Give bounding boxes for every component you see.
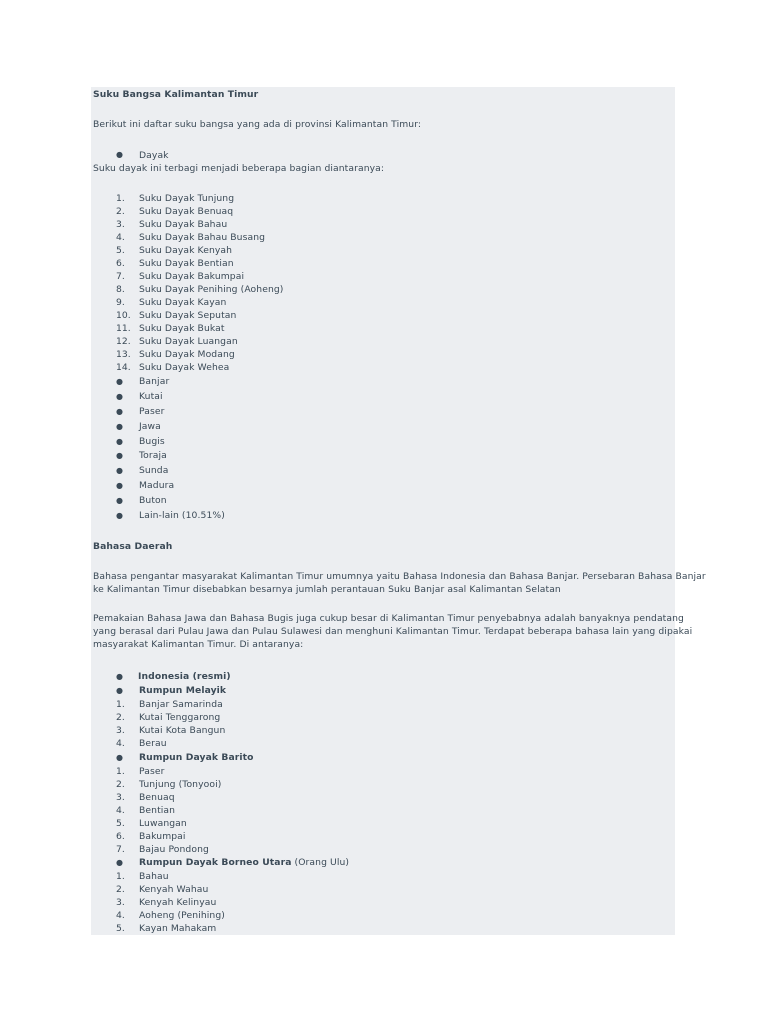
list-number: 8. [116, 284, 125, 295]
bullet-icon: ● [116, 496, 123, 505]
list-item-indonesia: Indonesia (resmi) [138, 671, 231, 682]
list-number: 7. [116, 844, 125, 855]
list-item: Toraja [139, 450, 167, 461]
list-item: Jawa [139, 421, 161, 432]
list-item: Suku Dayak Bukat [139, 323, 225, 334]
bullet-icon: ● [116, 422, 123, 431]
list-item: Suku Dayak Luangan [139, 336, 238, 347]
list-number: 1. [116, 766, 125, 777]
list-item: Kenyah Kelinyau [139, 897, 217, 908]
list-number: 2. [116, 779, 125, 790]
list-item: Kenyah Wahau [139, 884, 209, 895]
list-number: 2. [116, 712, 125, 723]
list-item: Suku Dayak Bakumpai [139, 271, 245, 282]
list-number: 4. [116, 805, 125, 816]
bullet-icon: ● [116, 672, 123, 681]
list-item: Suku Dayak Modang [139, 349, 235, 360]
list-item: Suku Dayak Seputan [139, 310, 237, 321]
list-number: 1. [116, 193, 125, 204]
list-item-dayak: Dayak [139, 150, 169, 161]
list-item: Tunjung (Tonyooi) [139, 779, 222, 790]
list-item: Paser [139, 766, 165, 777]
list-number: 3. [116, 725, 125, 736]
paragraph-line: Pemakaian Bahasa Jawa dan Bahasa Bugis juga cukup besar di Kalimantan Timur penyebabnya adalah banyaknya pendatang [93, 613, 684, 624]
list-number: 7. [116, 271, 125, 282]
paragraph-line: ke Kalimantan Timur disebabkan besarnya jumlah perantauan Suku Banjar asal Kalimantan Selatan [93, 584, 561, 595]
list-number: 1. [116, 699, 125, 710]
list-number: 4. [116, 910, 125, 921]
list-item: Berau [139, 738, 167, 749]
list-item: Lain-lain (10.51%) [139, 510, 225, 521]
rumpun-borneo-name: Rumpun Dayak Borneo Utara [139, 857, 292, 868]
bullet-icon: ● [116, 511, 123, 520]
bullet-icon: ● [116, 451, 123, 460]
list-number: 12. [116, 336, 131, 347]
bullet-icon: ● [116, 407, 123, 416]
list-item: Kutai Kota Bangun [139, 725, 226, 736]
section-title-suku-bangsa: Suku Bangsa Kalimantan Timur [93, 89, 259, 100]
list-item: Luwangan [139, 818, 187, 829]
list-item: Suku Dayak Benuaq [139, 206, 234, 217]
list-number: 5. [116, 245, 125, 256]
list-number: 10. [116, 310, 131, 321]
bullet-icon: ● [116, 466, 123, 475]
list-item: Suku Dayak Kenyah [139, 245, 233, 256]
list-item: Suku Dayak Penihing (Aoheng) [139, 284, 284, 295]
list-item: Suku Dayak Kayan [139, 297, 227, 308]
list-number: 3. [116, 897, 125, 908]
list-number: 3. [116, 792, 125, 803]
list-item: Kutai Tenggarong [139, 712, 221, 723]
list-item: Bakumpai [139, 831, 186, 842]
list-item: Kutai [139, 391, 163, 402]
list-item: Suku Dayak Wehea [139, 362, 230, 373]
list-number: 14. [116, 362, 131, 373]
list-item: Suku Dayak Bahau Busang [139, 232, 266, 243]
bullet-icon: ● [116, 858, 123, 867]
list-number: 2. [116, 206, 125, 217]
list-item-rumpun-barito: Rumpun Dayak Barito [139, 752, 254, 763]
paragraph-line: Bahasa pengantar masyarakat Kalimantan Timur umumnya yaitu Bahasa Indonesia dan Bahasa Banjar. Persebaran Bahasa Banjar [93, 571, 706, 582]
list-item-rumpun-borneo [139, 857, 349, 869]
list-number: 5. [116, 923, 125, 934]
list-item: Buton [139, 495, 167, 506]
list-item: Sunda [139, 465, 169, 476]
list-number: 4. [116, 232, 125, 243]
bullet-icon: ● [116, 753, 123, 762]
rumpun-borneo-suffix: (Orang Ulu) [291, 857, 350, 868]
bullet-icon: ● [116, 392, 123, 401]
list-number: 4. [116, 738, 125, 749]
list-item: Suku Dayak Tunjung [139, 193, 235, 204]
list-item: Aoheng (Penihing) [139, 910, 225, 921]
list-item: Madura [139, 480, 175, 491]
list-number: 1. [116, 871, 125, 882]
bullet-icon: ● [116, 686, 123, 695]
paragraph-line: yang berasal dari Pulau Jawa dan Pulau Sulawesi dan menghuni Kalimantan Timur. Terdapat beberapa bahasa lain yang dipakai [93, 626, 693, 637]
list-item: Suku Dayak Bahau [139, 219, 228, 230]
list-item: Bentian [139, 805, 176, 816]
list-item-rumpun-melayik: Rumpun Melayik [139, 685, 227, 696]
list-number: 6. [116, 831, 125, 842]
list-number: 11. [116, 323, 131, 334]
list-item: Benuaq [139, 792, 175, 803]
section-title-bahasa-daerah: Bahasa Daerah [93, 541, 173, 552]
paragraph-line: masyarakat Kalimantan Timur. Di antaranya: [93, 639, 304, 650]
list-item: Banjar Samarinda [139, 699, 223, 710]
bullet-icon: ● [116, 377, 123, 386]
list-number: 3. [116, 219, 125, 230]
list-number: 6. [116, 258, 125, 269]
list-item: Paser [139, 406, 165, 417]
list-item: Bahau [139, 871, 169, 882]
sub-intro-text: Suku dayak ini terbagi menjadi beberapa bagian diantaranya: [93, 163, 385, 174]
intro-text: Berikut ini daftar suku bangsa yang ada di provinsi Kalimantan Timur: [93, 119, 422, 130]
list-item: Bajau Pondong [139, 844, 209, 855]
list-item: Kayan Mahakam [139, 923, 217, 934]
list-number: 5. [116, 818, 125, 829]
bullet-icon: ● [116, 150, 123, 159]
list-item: Bugis [139, 436, 165, 447]
list-item: Suku Dayak Bentian [139, 258, 234, 269]
list-item: Banjar [139, 376, 170, 387]
list-number: 2. [116, 884, 125, 895]
bullet-icon: ● [116, 481, 123, 490]
list-number: 9. [116, 297, 125, 308]
list-number: 13. [116, 349, 131, 360]
bullet-icon: ● [116, 437, 123, 446]
